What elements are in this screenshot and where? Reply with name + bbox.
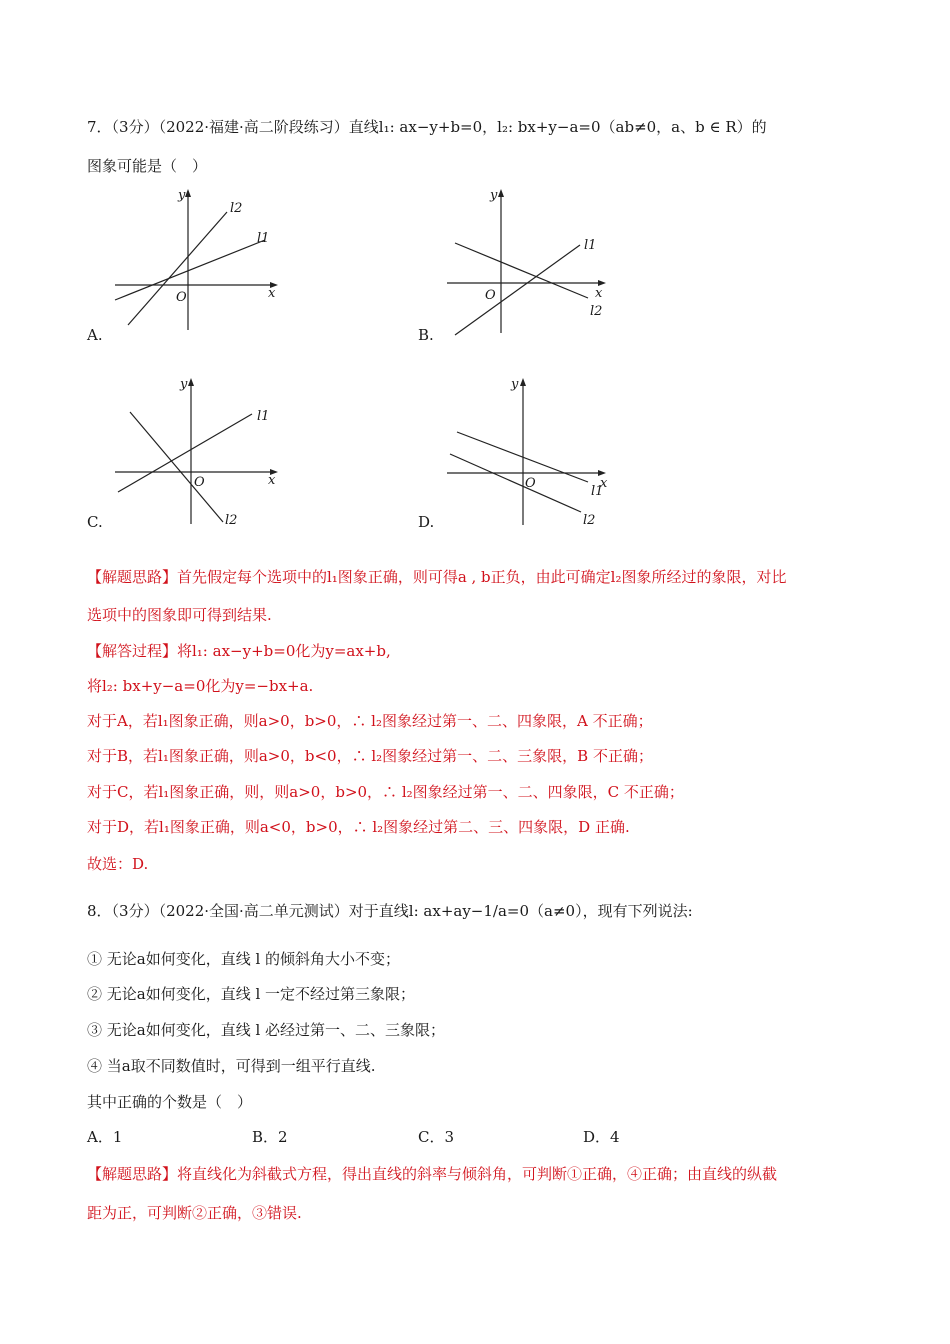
q7-stem-line1: 7．（3分）（2022·福建·高二阶段练习）直线l₁: ax−y+b=0，l₂: bx+y−a=0（ab≠0，a、b ∈ R）的 [87, 118, 767, 136]
q7-process-line5: 对于C，若l₁图象正确，则，则a>0，b>0，∴ l₂图象经过第一、二、四象限，C 不正确； [87, 783, 684, 801]
graph-c-option: C. [87, 513, 103, 531]
q7-idea-line2: 选项中的图象即可得到结果. [87, 606, 272, 624]
graph-b-l2-label: l2 [590, 304, 603, 319]
graph-a [110, 185, 290, 335]
q7-process-line1: 【解答过程】将l₁: ax−y+b=0化为y=ax+b, [87, 642, 391, 660]
graph-c-origin: O [194, 475, 205, 490]
graph-b-x-label: x [595, 286, 603, 301]
graph-c [110, 372, 290, 532]
q8-statement-1: ① 无论a如何变化，直线 l 的倾斜角大小不变； [87, 950, 401, 968]
graph-d-origin: O [525, 476, 536, 491]
q7-idea-line1: 【解题思路】首先假定每个选项中的l₁图象正确，则可得a , b正负，由此可确定l₂图象所经过的象限，对比 [87, 568, 787, 586]
q8-idea-line2: 距为正，可判断②正确，③错误. [87, 1204, 302, 1222]
q7-process-line3: 对于A，若l₁图象正确，则a>0，b>0，∴ l₂图象经过第一、二、四象限，A 不正确； [87, 712, 653, 730]
q7-answer: 故选：D. [87, 855, 149, 873]
q8-statement-4: ④ 当a取不同数值时，可得到一组平行直线. [87, 1057, 376, 1075]
q7-process-line2: 将l₂: bx+y−a=0化为y=−bx+a. [87, 677, 314, 695]
graph-a-origin: O [176, 290, 187, 305]
q7-process-line4: 对于B，若l₁图象正确，则a>0，b<0，∴ l₂图象经过第一、二、三象限，B 不正确； [87, 747, 653, 765]
graph-c-l2-label: l2 [225, 513, 238, 528]
graph-b-origin: O [485, 288, 496, 303]
q8-idea-line1: 【解题思路】将直线化为斜截式方程，得出直线的斜率与倾斜角，可判断①正确，④正确；由直线的纵截 [87, 1165, 778, 1183]
q7-process-line6: 对于D，若l₁图象正确，则a<0，b>0，∴ l₂图象经过第二、三、四象限，D 正确. [87, 818, 630, 836]
q8-question: 其中正确的个数是（ ） [87, 1093, 253, 1111]
graph-d-option: D. [418, 513, 435, 531]
q7-stem-line2: 图象可能是（ ） [87, 157, 208, 175]
q8-choice-d: D．4 [583, 1128, 620, 1146]
q8-choice-a: A．1 [87, 1128, 123, 1146]
q8-stem: 8．（3分）（2022·全国·高二单元测试）对于直线l: ax+ay−1/a=0（a≠0），现有下列说法: [87, 902, 693, 920]
graph-b [445, 185, 625, 335]
graph-d-l2-label: l2 [583, 513, 596, 528]
graph-d-l1-label: l1 [591, 484, 604, 499]
q8-choice-b: B．2 [252, 1128, 288, 1146]
graph-c-l1-label: l1 [257, 409, 270, 424]
graph-a-option: A. [87, 326, 103, 344]
graph-b-l1-label: l1 [584, 238, 597, 253]
graph-b-option: B. [418, 326, 434, 344]
graph-a-x-label: x [268, 286, 276, 301]
graph-c-y-label: y [180, 377, 188, 392]
q8-choice-c: C．3 [418, 1128, 455, 1146]
graph-a-l2-label: l2 [230, 201, 243, 216]
graph-b-y-label: y [490, 188, 498, 203]
graph-a-y-label: y [178, 188, 186, 203]
q8-statement-3: ③ 无论a如何变化，直线 l 必经过第一、二、三象限； [87, 1021, 446, 1039]
graph-a-l1-label: l1 [257, 231, 270, 246]
q8-statement-2: ② 无论a如何变化，直线 l 一定不经过第三象限； [87, 985, 416, 1003]
graph-d-x-label: x [600, 476, 608, 491]
graph-c-x-label: x [268, 473, 276, 488]
graph-d [445, 372, 625, 532]
graph-d-y-label: y [511, 377, 519, 392]
